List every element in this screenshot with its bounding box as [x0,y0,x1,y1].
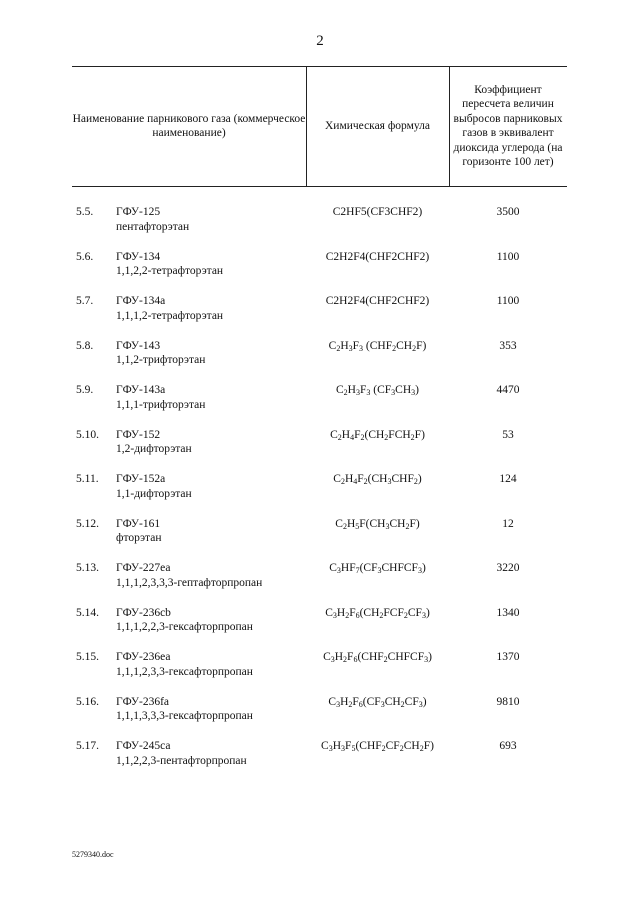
formula-text: ) [425,606,430,619]
gas-name-cell [116,205,306,234]
formula-subscript: 3 [417,566,422,575]
row-number: 5.12. [76,517,99,530]
table-body [0,205,640,784]
formula-text: ) [421,562,426,574]
gas-name-cell [116,561,306,590]
chemical-formula [306,739,449,754]
gas-commercial-name: ГФУ-236fa [116,695,170,708]
formula-text: CH [389,517,406,530]
formula-text: F(CH [359,517,386,530]
formula-subscript: 2 [379,610,384,620]
formula-subscript: 3 [391,388,396,397]
formula-subscript: 6 [358,699,363,709]
formula-subscript: 6 [353,655,358,664]
table-row [0,339,640,384]
formula-text: H [332,740,342,752]
chemical-formula [306,650,449,665]
row-number: 5.7. [76,295,94,307]
formula-subscript: 2 [384,432,389,442]
formula-subscript: 2 [413,477,418,486]
chemical-formula [306,250,449,265]
formula-text: (CHF [355,740,382,752]
formula-subscript: 3 [355,388,360,397]
gas-commercial-name: ГФУ-143 [116,339,161,352]
formula-text: H [346,517,356,530]
formula-subscript: 4 [353,477,358,486]
formula-text: F [359,384,367,396]
formula-subscript: 2 [419,744,424,753]
formula-subscript: 2 [337,432,342,442]
gas-name-cell [116,428,306,457]
formula-text: F [347,651,354,663]
chemical-formula [306,428,449,443]
formula-text: H [340,339,349,352]
formula-text: CF [385,740,400,752]
formula-text: CHFCF [381,562,418,574]
formula-text: C [325,606,333,619]
formula-subscript: 2 [345,610,350,620]
formula-subscript: 3 [387,477,392,486]
formula-text: F [357,473,364,485]
formula-text: CH [396,339,413,352]
gas-commercial-name: ГФУ-236еа [116,651,171,663]
row-number: 5.13. [76,562,99,574]
table-row [0,650,640,695]
formula-subscript: 2 [383,655,388,664]
chemical-formula [306,383,449,398]
formula-text: ) [422,695,427,708]
formula-text: (CF [362,695,381,708]
formula-text: C [330,428,338,441]
row-number: 5.14. [76,606,99,619]
co2-coefficient: 1100 [496,295,520,307]
gas-name-cell [116,472,306,501]
table-row [0,695,640,740]
page-number: 2 [316,33,324,49]
row-number: 5.16. [76,695,99,708]
row-number: 5.6. [76,250,94,263]
row-number: 5.10. [76,428,99,441]
formula-text: (CF [370,384,392,396]
formula-subscript: 3 [336,566,341,575]
formula-subscript: 6 [355,610,360,620]
gas-chemical-name: 1,1,1,2,3,3,3-гептафторпропан [116,576,263,589]
co2-coefficient: 3500 [496,206,520,218]
formula-text: ) [417,473,422,485]
chemical-formula [306,695,449,710]
formula-subscript: 3 [421,610,426,620]
formula-subscript: 2 [403,610,408,620]
chemical-formula [306,205,449,220]
chemical-formula [306,339,449,354]
formula-text: (CH [367,473,388,485]
formula-text: F) [409,517,420,530]
formula-text: C2HF5(CF3CHF2) [332,206,423,218]
gas-chemical-name: 1,1,2,2-тетрафторэтан [116,265,224,277]
formula-subscript: 3 [418,699,423,709]
gas-name-cell [116,339,306,368]
co2-coefficient: 1340 [496,606,520,619]
table-row [0,561,640,606]
co2-coefficient: 53 [502,428,514,441]
formula-text: H [347,384,356,396]
formula-text: H [334,651,344,663]
formula-subscript: 2 [399,744,404,753]
formula-subscript: 5 [351,744,356,753]
table-row [0,517,640,562]
chemical-formula [306,561,449,576]
formula-text: F [352,695,359,708]
formula-subscript: 3 [341,744,346,753]
formula-text: H [340,695,349,708]
formula-subscript: 2 [348,699,353,709]
table-row [0,383,640,428]
formula-text: CH [395,384,412,396]
formula-text: C2H2F4(CHF2CHF2) [325,250,430,263]
co2-coefficient: 3220 [496,562,520,574]
gas-chemical-name: 1,1-дифторэтан [116,487,192,500]
table-row [0,428,640,473]
gas-commercial-name: ГФУ-125 [116,206,161,218]
table-row [0,472,640,517]
formula-text: F [345,740,352,752]
table-row [0,205,640,250]
row-number: 5.9. [76,384,94,396]
table-row [0,294,640,339]
formula-subscript: 3 [366,388,371,397]
formula-text: ) [415,384,419,396]
co2-coefficient: 12 [502,517,514,530]
formula-subscript: 2 [381,744,386,753]
formula-text: F [354,428,361,441]
formula-text: CF [404,695,419,708]
formula-text: CHF [391,473,414,485]
formula-text: C [329,562,337,574]
gas-name-cell [116,606,306,635]
gas-name-cell [116,517,306,546]
table-row [0,606,640,651]
gas-chemical-name: 1,1,1,2-тетрафторэтан [116,309,224,322]
formula-subscript: 3 [385,521,390,531]
formula-subscript: 2 [363,477,368,486]
formula-subscript: 3 [359,343,364,353]
formula-text: (CHF [357,651,384,663]
gas-commercial-name: ГФУ-227еа [116,562,171,574]
formula-text: (CF [359,562,378,574]
row-number: 5.5. [76,206,94,218]
formula-text: F) [423,740,434,752]
gas-chemical-name: 1,1,1,2,2,3-гексафторпропан [116,621,253,633]
table-row [0,250,640,295]
gas-chemical-name: 1,1,1,2,3,3-гексафторпропан [116,665,253,678]
co2-coefficient: 353 [499,339,517,352]
chemical-formula [306,472,449,487]
formula-text: CF [407,606,422,619]
formula-text: C [321,740,329,752]
formula-subscript: 3 [330,655,335,664]
gas-commercial-name: ГФУ-152а [116,473,166,485]
gas-chemical-name: 1,1,2,2,3-пентафторпропан [116,754,247,767]
formula-text: CH [403,740,420,752]
formula-text: FCF [383,606,404,619]
formula-subscript: 3 [336,699,341,709]
formula-text: C [328,695,337,708]
chemical-formula [306,517,449,532]
gas-name-cell [116,695,306,724]
formula-text: FCH [388,428,411,441]
co2-coefficient: 1100 [496,250,520,263]
row-number: 5.15. [76,651,99,663]
formula-subscript: 3 [424,655,429,664]
formula-text: C [335,517,343,530]
row-number: 5.8. [76,339,94,352]
table-header-rule [72,186,567,187]
formula-subscript: 2 [392,343,397,353]
co2-coefficient: 9810 [496,695,520,708]
formula-text: CHFCF [387,651,425,663]
gas-name-cell [116,383,306,412]
gas-commercial-name: ГФУ-245са [116,740,171,752]
formula-text: F [352,339,360,352]
formula-text: C [336,384,344,396]
chemical-formula [306,294,449,309]
formula-text: (CH [364,428,385,441]
gas-name-cell [116,739,306,768]
gas-name-cell [116,650,306,679]
gas-commercial-name: ГФУ-143а [116,384,166,396]
gas-commercial-name: ГФУ-236cb [116,606,171,619]
formula-subscript: 2 [340,477,345,486]
header-gas-name: Наименование парникового газа (коммерческое наименование) [72,112,306,139]
formula-text: F [349,606,356,619]
co2-coefficient: 693 [499,740,517,752]
formula-text: C [333,473,341,485]
header-coefficient: Коэффициент пересчета величин выбросов парниковых газов в эквивалент диоксида углерода (на горизонте 100 лет) [453,83,563,168]
co2-coefficient: 4470 [496,384,520,396]
formula-subscript: 5 [355,521,360,531]
formula-text: ) [428,651,432,663]
table-row [0,739,640,784]
formula-text: HF [340,562,356,574]
formula-subscript: 2 [412,343,417,353]
gas-chemical-name: 1,2-дифторэтан [116,443,192,455]
gas-commercial-name: ГФУ-161 [116,517,161,530]
row-number: 5.17. [76,740,99,752]
co2-coefficient: 1370 [496,651,520,663]
formula-text: H [341,428,351,441]
formula-text: C [323,651,331,663]
formula-subscript: 7 [355,566,360,575]
formula-subscript: 2 [336,343,341,353]
formula-subscript: 2 [343,655,348,664]
formula-subscript: 2 [360,432,365,442]
formula-text: H [336,606,346,619]
formula-text: H [344,473,354,485]
formula-subscript: 2 [400,699,405,709]
formula-subscript: 2 [342,521,347,531]
formula-subscript: 3 [411,388,416,397]
header-formula: Химическая формула [325,119,430,132]
formula-text: (CHF [363,339,393,352]
formula-subscript: 2 [405,521,410,531]
gas-chemical-name: 1,1,1,3,3,3-гексафторпропан [116,710,253,722]
formula-text: (CH [359,606,380,619]
gas-commercial-name: ГФУ-134 [116,250,161,263]
formula-subscript: 3 [328,744,333,753]
formula-subscript: 3 [332,610,337,620]
gas-name-cell [116,294,306,323]
formula-text: C2H2F4(CHF2CHF2) [325,295,430,307]
formula-subscript: 4 [350,432,355,442]
gas-commercial-name: ГФУ-134а [116,295,166,307]
formula-text: CH [384,695,401,708]
gas-commercial-name: ГФУ-152 [116,428,161,441]
formula-text: F) [414,428,425,441]
formula-subscript: 3 [377,566,382,575]
formula-subscript: 2 [410,432,415,442]
formula-text: C [328,339,337,352]
gas-name-cell [116,250,306,279]
co2-coefficient: 124 [499,473,517,485]
footer-doc-id: 5279340.doc [72,850,114,859]
row-number: 5.11. [76,473,99,485]
formula-subscript: 2 [343,388,348,397]
chemical-formula [306,606,449,621]
formula-text: F) [416,339,427,352]
formula-subscript: 3 [380,699,385,709]
gas-chemical-name: пентафторэтан [116,220,190,233]
gas-chemical-name: фторэтан [116,532,162,544]
gas-chemical-name: 1,1,2-трифторэтан [116,354,206,366]
formula-subscript: 3 [348,343,353,353]
gas-chemical-name: 1,1,1-трифторэтан [116,398,206,411]
